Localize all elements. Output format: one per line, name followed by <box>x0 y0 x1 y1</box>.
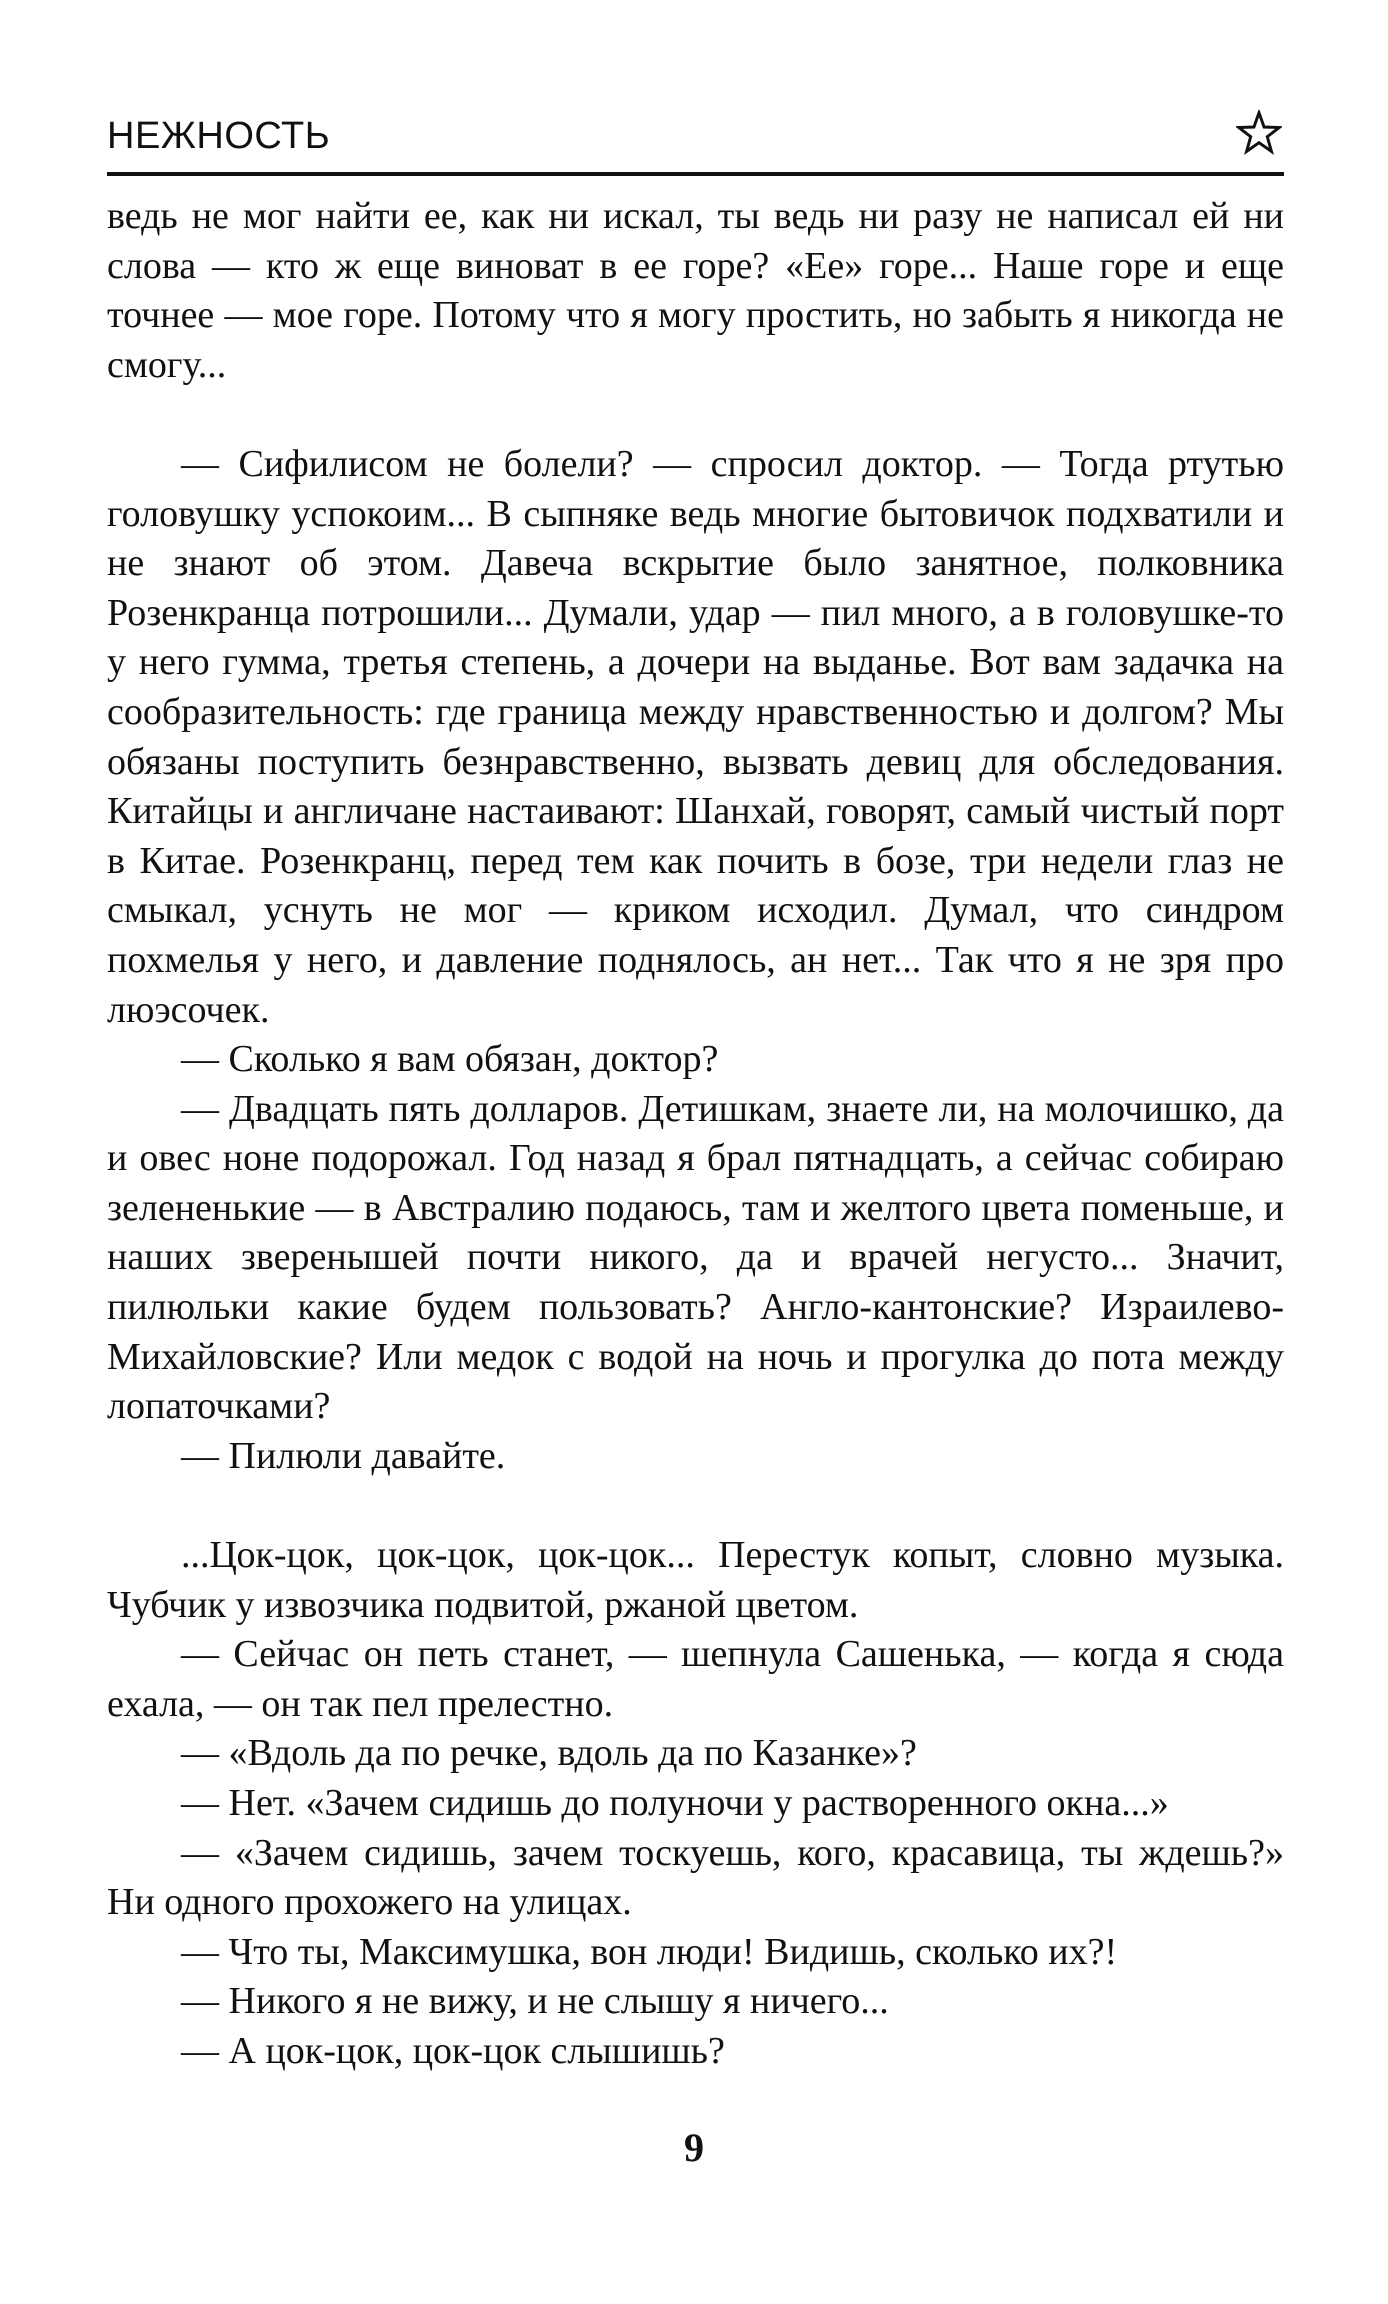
paragraph-break <box>107 1481 1284 1531</box>
paragraph: ...Цок-цок, цок-цок, цок-цок... Перестук копыт, словно музыка. Чубчик у извозчика подвитой, ржаной цветом. <box>107 1534 1284 1626</box>
running-header-title: НЕЖНОСТЬ <box>107 115 331 157</box>
paragraph: — Сифилисом не болели? — спросил доктор. — Тогда ртутью головушку успокоим... В сыпняке ведь многие бытовичок подхватили и не знают об этом. Давеча вскрытие было занятное, полковника Розенкранца потрошили... Думали, удар — пил много, а в головушке-то у него гумма, третья степень, а дочери на выданье. Вот вам задачка на сообразительность: где граница между нравственностью и долгом? Мы обязаны поступить безнравственно, вызвать девиц для обследования. Китайцы и англичане настаивают: Шанхай, говорят, самый чистый порт в Китае. Розенкранц, перед тем как почить в бозе, три недели глаз не смыкал, уснуть не мог — криком исходил. Думал, что синдром похмелья у него, и давление поднялось, ан нет... Так что я не зря про люэсочек. <box>107 442 1284 1031</box>
paragraph: — «Зачем сидишь, зачем тоскуешь, кого, красавица, ты ждешь?» Ни одного прохожего на улицах. <box>107 1831 1284 1924</box>
page-number: 9 <box>684 2125 704 2170</box>
paragraph: — Нет. «Зачем сидишь до полуночи у растворенного окна...» <box>181 1782 1169 1824</box>
paragraph: — Сейчас он петь станет, — шепнула Сашенька, — когда я сюда ехала, — он так пел прелестно. <box>107 1633 1284 1725</box>
paragraph: — «Вдоль да по речке, вдоль да по Казанке»? <box>181 1732 917 1775</box>
header-divider <box>107 172 1284 176</box>
running-header <box>107 110 1284 172</box>
paragraph: — Пилюли давайте. <box>181 1434 506 1477</box>
paragraph: — А цок-цок, цок-цок слышишь? <box>181 2029 725 2072</box>
body-text <box>107 192 1284 2077</box>
star-outline-icon <box>1236 110 1282 156</box>
paragraph: — Никого я не вижу, и не слышу я ничего... <box>181 1980 889 2023</box>
paragraph-break <box>107 390 1284 440</box>
paragraph: ведь не мог найти ее, как ни искал, ты ведь ни разу не написал ей ни слова — кто ж еще виноват в ее горе? «Ее» горе... Наше горе и еще точнее — мое горе. Потому что я могу простить, но забыть я никогда не смогу... <box>107 195 1284 386</box>
paragraph: — Сколько я вам обязан, доктор? <box>181 1038 719 1081</box>
paragraph: — Что ты, Максимушка, вон люди! Видишь, сколько их?! <box>181 1930 1118 1973</box>
paragraph: — Двадцать пять долларов. Детишкам, знаете ли, на молочишко, да и овес ноне подорожал. Год назад я брал пятнадцать, а сейчас собираю зелененькие — в Австралию подаюсь, там и желтого цвета поменьше, и наших зверенышей почти никого, да и врачей негусто... Значит, пилюльки какие будем пользовать? Англо-кантонские? Израилево-Михайловские? Или медок с водой на ночь и прогулка до пота между лопаточками? <box>107 1087 1284 1428</box>
